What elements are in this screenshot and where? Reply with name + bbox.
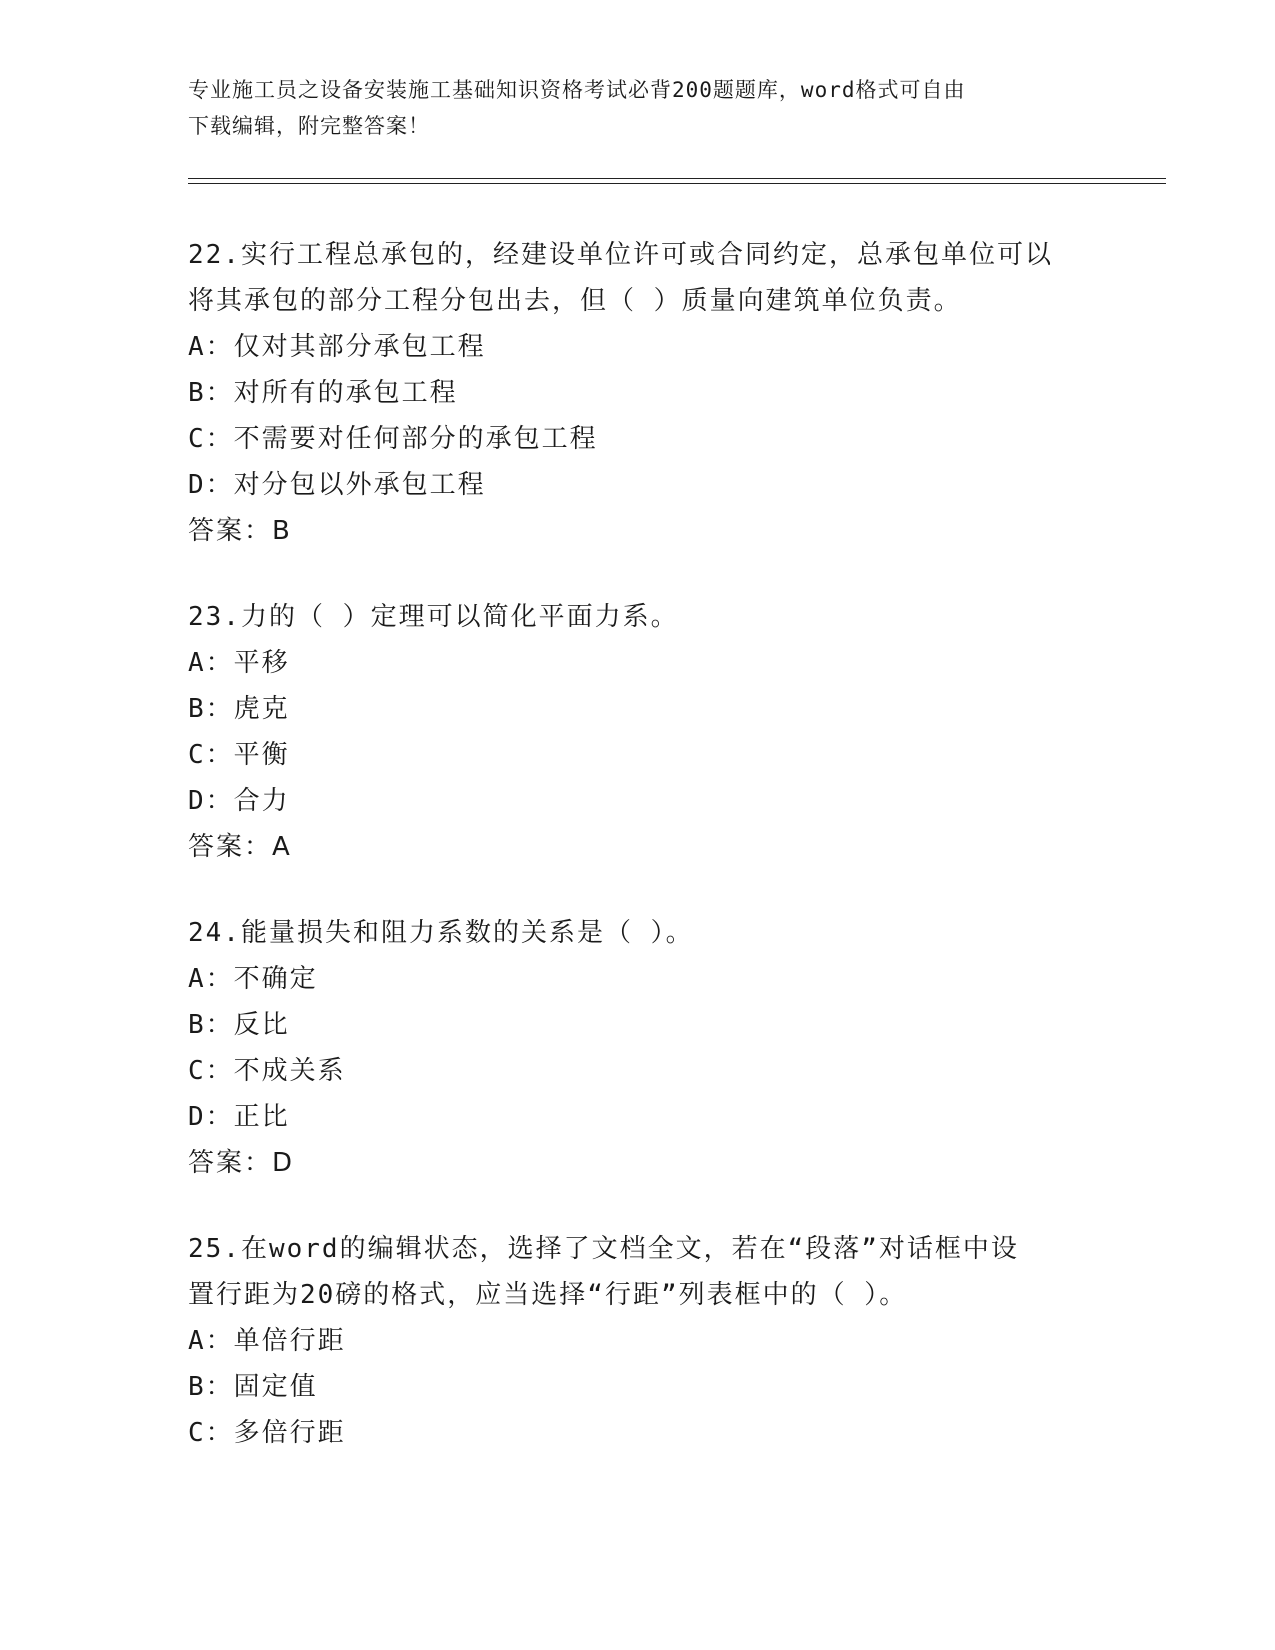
option-b: B：虎克: [188, 694, 290, 724]
answer-line: 答案：D: [188, 1148, 295, 1178]
option-b: B：反比: [188, 1010, 290, 1040]
option-b: B：固定值: [188, 1372, 318, 1402]
option-a: A：单倍行距: [188, 1326, 346, 1356]
option-d: D：合力: [188, 786, 290, 816]
question-stem-line: 22.实行工程总承包的，经建设单位许可或合同约定，总承包单位可以: [188, 240, 1053, 270]
option-c: C：多倍行距: [188, 1418, 346, 1448]
answer-line: 答案：A: [188, 832, 292, 862]
option-a: A：平移: [188, 648, 290, 678]
header-divider: [188, 178, 1166, 184]
option-d: D：正比: [188, 1102, 290, 1132]
question-stem-line: 25.在word的编辑状态，选择了文档全文，若在“段落”对话框中设: [188, 1234, 1019, 1264]
document-header: [188, 72, 1068, 144]
answer-line: 答案：B: [188, 516, 292, 546]
option-c: C：平衡: [188, 740, 290, 770]
question-stem-line: 将其承包的部分工程分包出去，但（ ）质量向建筑单位负责。: [188, 286, 962, 316]
question-25: [188, 1226, 1088, 1456]
header-line-1: 专业施工员之设备安装施工基础知识资格考试必背200题题库，word格式可自由: [188, 78, 966, 102]
question-stem-line: 23.力的（ ）定理可以简化平面力系。: [188, 602, 679, 632]
question-23: [188, 594, 1088, 870]
option-d: D：对分包以外承包工程: [188, 470, 486, 500]
option-a: A：仅对其部分承包工程: [188, 332, 486, 362]
question-stem-line: 24.能量损失和阻力系数的关系是（ ）。: [188, 918, 694, 948]
option-c: C：不成关系: [188, 1056, 346, 1086]
question-list: [188, 232, 1088, 1496]
question-22: [188, 232, 1088, 554]
question-stem-line: 置行距为20磅的格式，应当选择“行距”列表框中的（ ）。: [188, 1280, 908, 1310]
option-c: C：不需要对任何部分的承包工程: [188, 424, 598, 454]
option-b: B：对所有的承包工程: [188, 378, 458, 408]
option-a: A：不确定: [188, 964, 318, 994]
question-24: [188, 910, 1088, 1186]
header-line-2: 下载编辑，附完整答案！: [188, 114, 430, 138]
